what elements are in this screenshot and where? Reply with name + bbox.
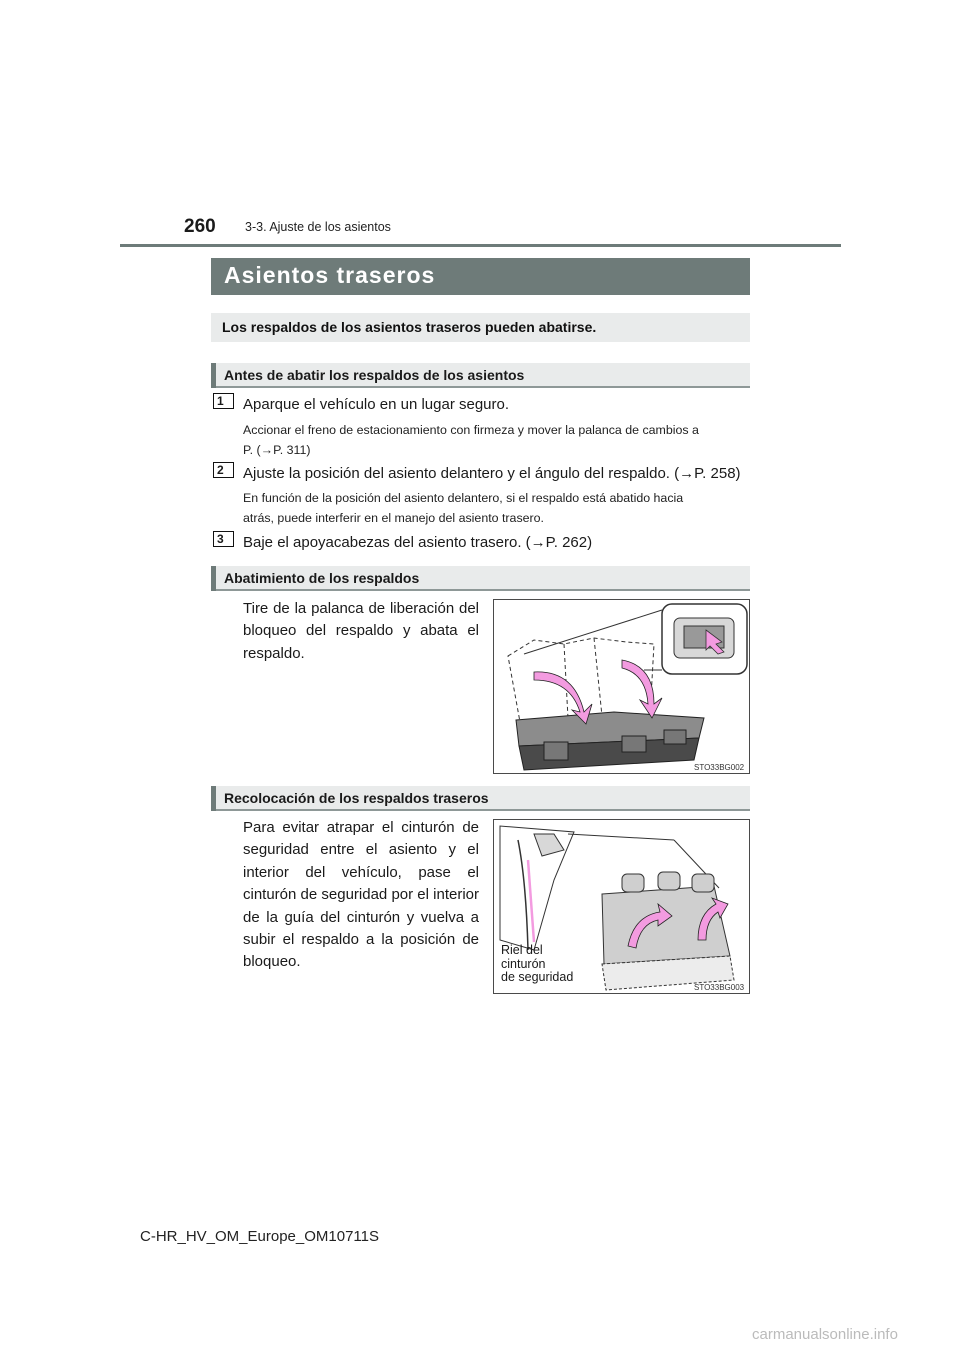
header-rule [120,244,841,247]
step-note-line: P. (→P. 311) [243,443,311,457]
callout-line: cinturón [501,956,546,971]
callout-line: Riel del [501,943,543,957]
step-text: Ajuste la posición del asiento delantero y el ángulo del respaldo. (→P. 258) [243,465,741,482]
step-number: 3 [213,531,234,547]
subheading-accent [211,363,216,388]
subheading-text: Recolocación de los respaldos traseros [224,790,489,806]
figure-seatbelt-guide [493,819,750,994]
subheading-returning [211,786,750,811]
subheading-accent [211,786,216,811]
watermark: carmanualsonline.info [752,1326,898,1343]
figure-folding-seatbacks [493,599,750,774]
step-text: Aparque el vehículo en un lugar seguro. [243,396,510,413]
seat-fold-illustration [494,600,750,774]
callout-line: de seguridad [501,970,574,984]
figure-code: STO33BG003 [694,983,745,992]
subheading-text: Abatimiento de los respaldos [224,570,420,586]
page-title: Asientos traseros [224,262,436,288]
figure-code: STO33BG002 [694,763,745,772]
subheading-before-folding [211,363,750,388]
intro-text: Los respaldos de los asientos traseros pueden abatirse. [222,319,597,335]
section-label: 3-3. Ajuste de los asientos [245,220,391,234]
callout-seatbelt-guide [501,944,573,985]
document-id: C-HR_HV_OM_Europe_OM10711S [140,1228,379,1245]
step-text: Baje el apoyacabezas del asiento trasero. (→P. 262) [243,534,593,551]
step-note-line: En función de la posición del asiento delantero, si el respaldo está abatido hacia [243,491,684,505]
subheading-text: Antes de abatir los respaldos de los asientos [224,367,525,383]
step-note-line: atrás, puede interferir en el manejo del asiento trasero. [243,511,544,525]
folding-instructions: Tire de la palanca de liberación del bloqueo del respaldo y abata el respaldo. [243,600,479,662]
returning-instructions: Para evitar atrapar el cinturón de seguridad entre el asiento y el interior del vehículo, pase el cinturón de seguridad por el interior de la guía del cinturón y vuelva a subir el respaldo a la posición de bloqueo. [243,819,479,971]
page-number: 260 [184,216,216,237]
subheading-folding [211,566,750,591]
step-number: 1 [213,393,234,409]
step-number: 2 [213,462,234,478]
subheading-accent [211,566,216,591]
step-note-line: Accionar el freno de estacionamiento con firmeza y mover la palanca de cambios a [243,423,699,437]
